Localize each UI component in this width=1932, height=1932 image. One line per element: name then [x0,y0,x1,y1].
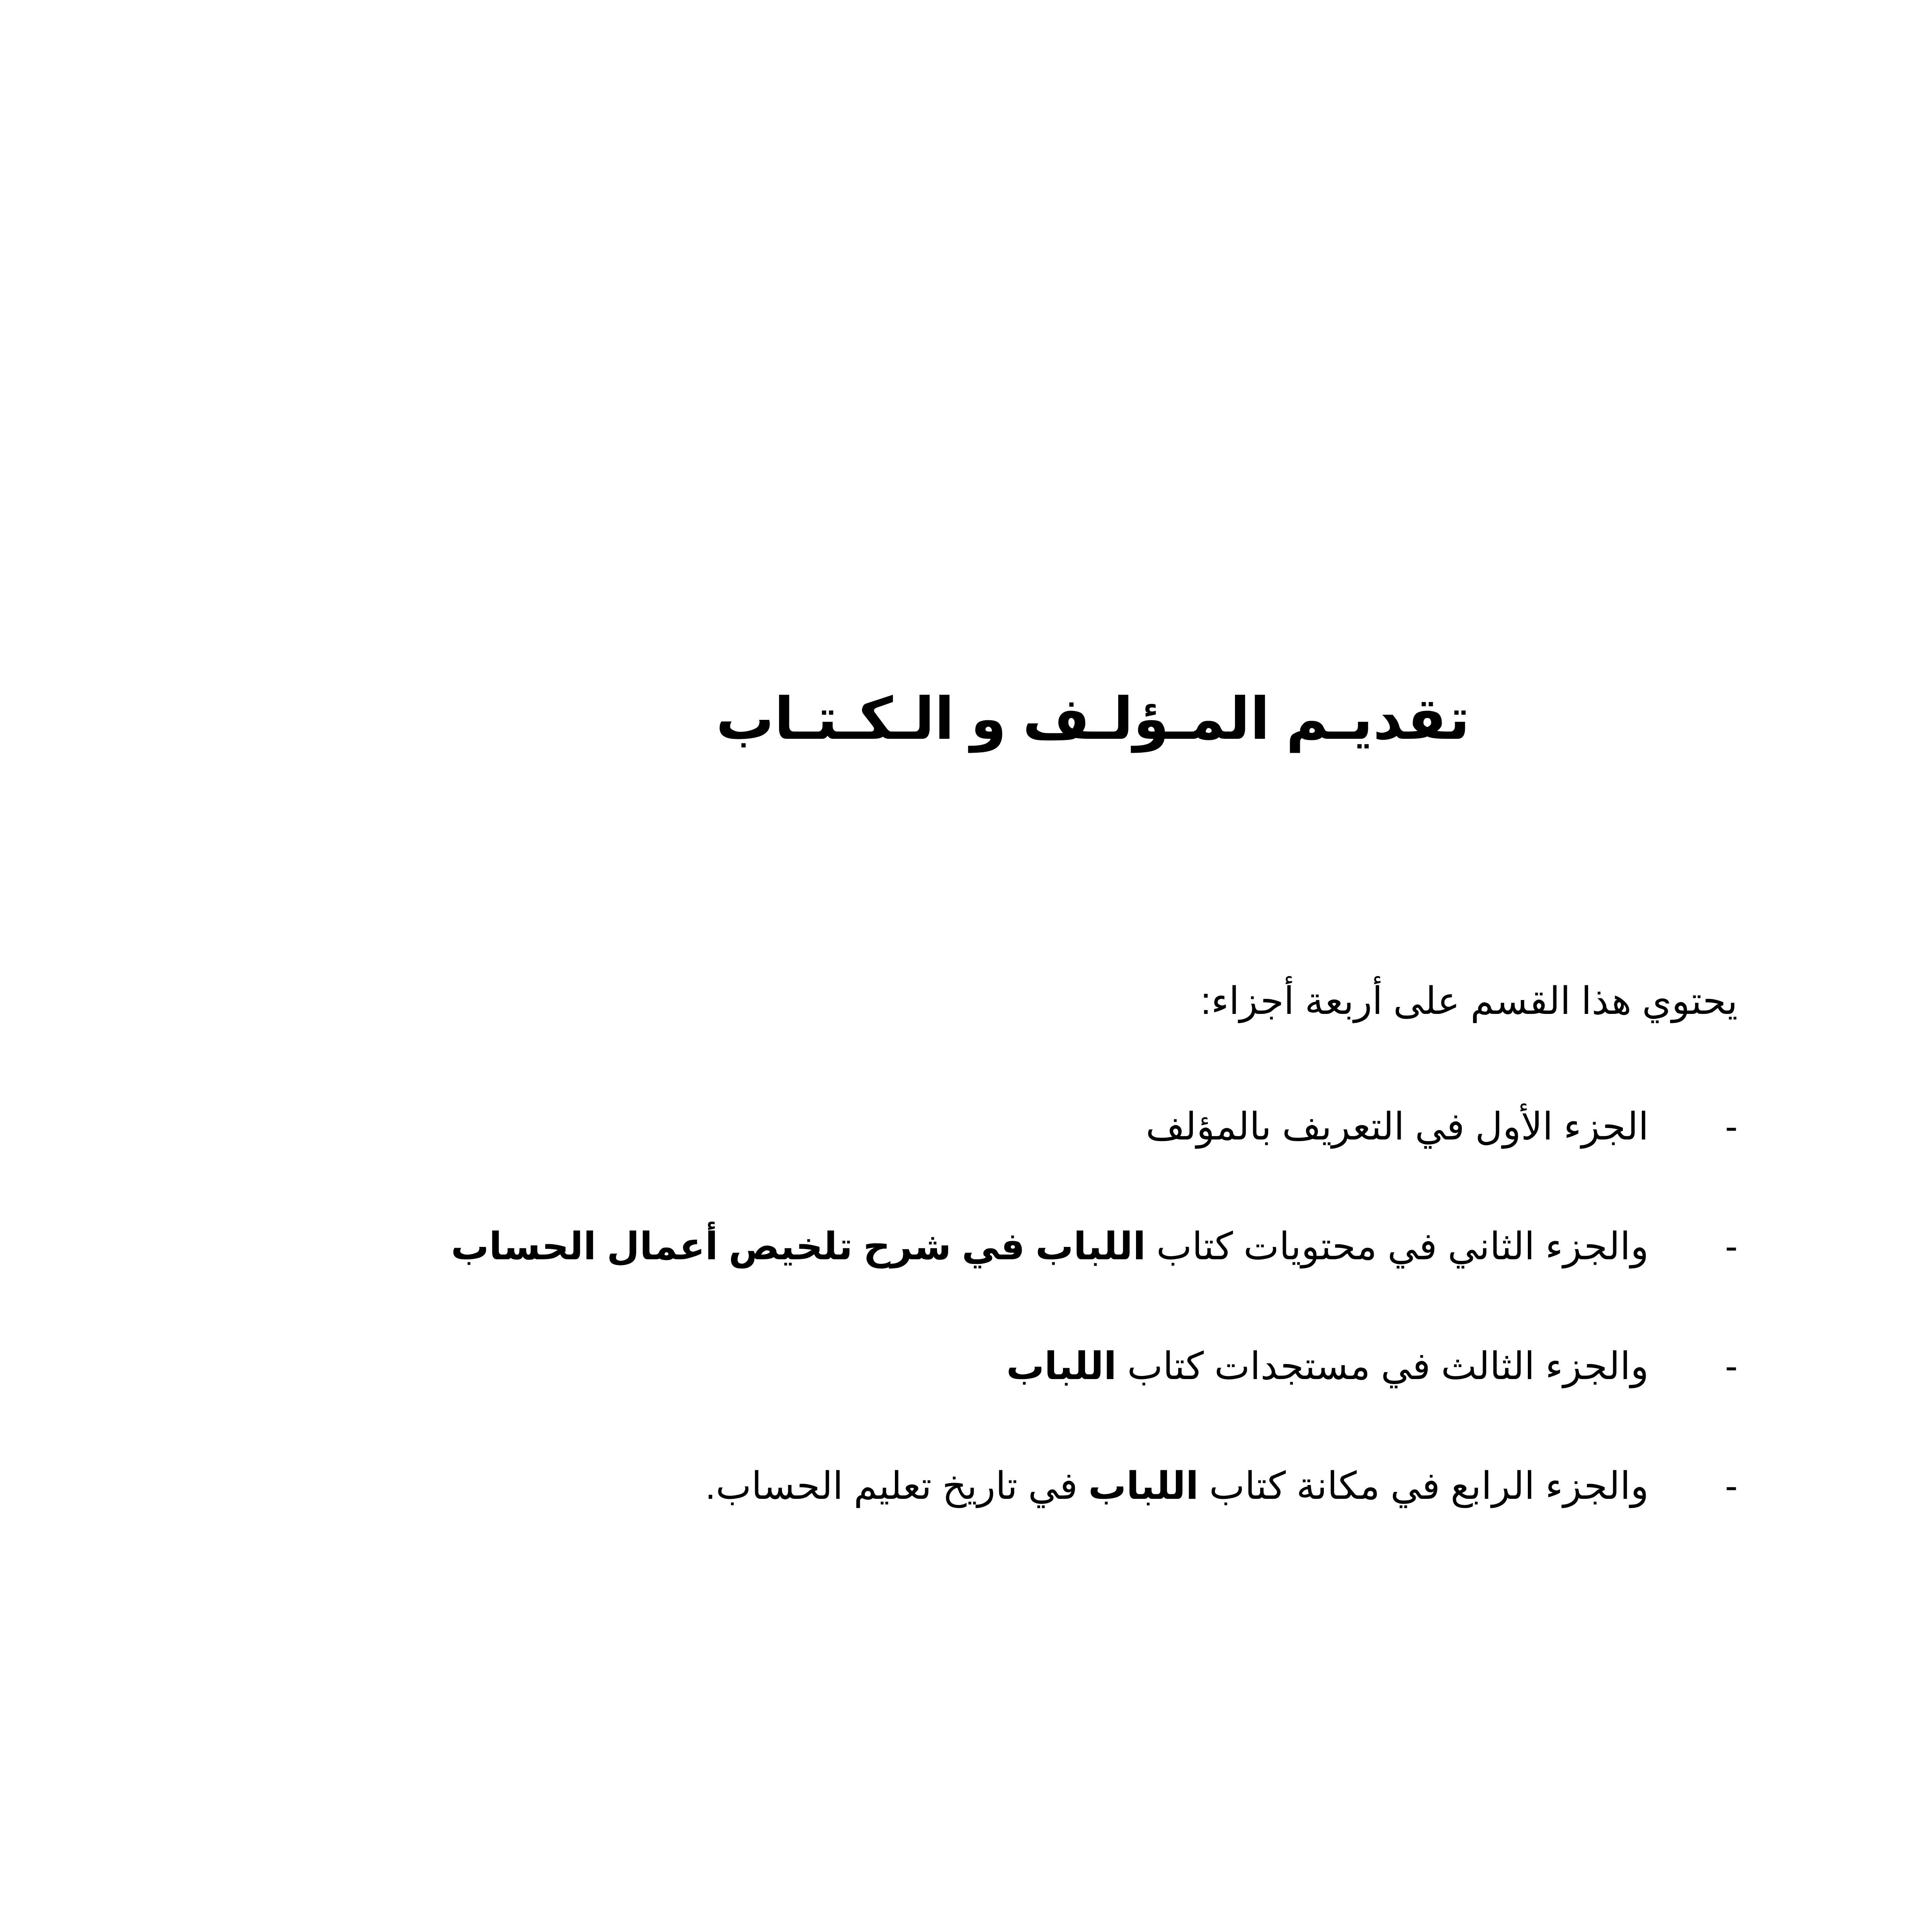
intro-paragraph: يحتوي هذا القسم على أربعة أجزاء: [1201,980,1738,1022]
bold-text-segment: اللباب [1006,1345,1117,1387]
list-item [451,1337,1738,1457]
list-item-text [451,1225,1649,1267]
text-segment: والجزء الثاني في محتويات كتاب [1146,1225,1649,1267]
bullet-dash: - [1725,1225,1738,1267]
parts-list [451,1097,1738,1577]
list-item-text [705,1464,1649,1507]
text-segment: والجزء الثالث في مستجدات كتاب [1116,1345,1649,1387]
text-segment: في تاريخ تعليم الحساب. [705,1464,1088,1507]
text-segment: الجزء الأول في التعريف بالمؤلف [1146,1105,1649,1148]
section-title: تقديـم المـؤلـف و الـكـتـاب [716,686,1470,751]
list-item [451,1097,1738,1217]
bold-text-segment: اللباب [1088,1464,1199,1507]
list-item [451,1457,1738,1577]
list-item [451,1217,1738,1337]
text-segment: والجزء الرابع في مكانة كتاب [1199,1464,1649,1507]
bold-text-segment: اللباب في شرح تلخيص أعمال الحساب [451,1225,1146,1267]
bullet-dash: - [1725,1105,1738,1148]
bullet-dash: - [1725,1464,1738,1507]
list-item-text [1006,1345,1649,1387]
bullet-dash: - [1725,1345,1738,1387]
list-item-text [1146,1105,1649,1148]
